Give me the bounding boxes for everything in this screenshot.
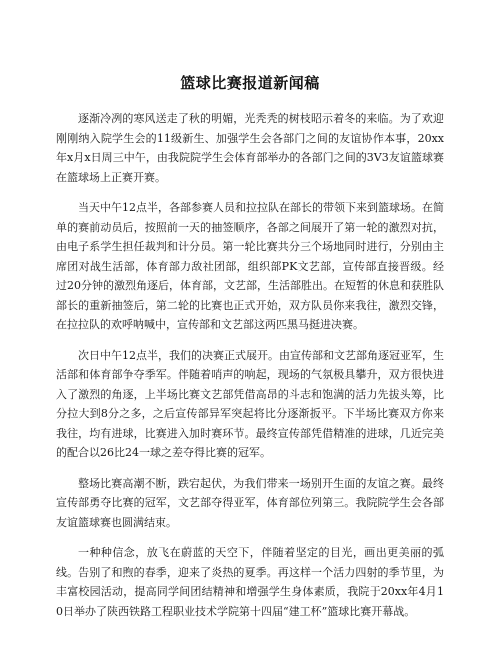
page-title: 篮球比赛报道新闻稿 (180, 74, 320, 92)
paragraph-2: 当天中午12点半，各部参赛人员和拉拉队在部长的带领下来到篮球场。在简单的赛前动员后，按照前一天的抽签顺序，各部之间展开了第一轮的激烈对抗，由电子系学生担任裁判和计分员。第一轮比赛共分三个场地同时进行，分别由主席团对战生活部，体育部力敌社团部，组织部PK文艺部，宣传部直接晋级。经过20分钟的激烈角逐后，体育部，文艺部，生活部胜出。在短暂的休息和获胜队部长的重新抽签后，第二轮的比赛也正式开始，双方队员你来我往，激烈交锋，在拉拉队的欢呼呐喊中，宣传部和文艺部这两匹黑马挺进决赛。 (56, 201, 444, 331)
paragraph-5: 一种种信念，放飞在蔚蓝的天空下，伴随着坚定的目光，画出更美丽的弧线。告别了和煦的春季，迎来了炎热的夏季。再这样一个活力四射的季节里，为丰富校园活动，提高同学间团结精神和增强学生身体素质，我院于20xx年4月10日举办了陕西铁路工程职业技术学院第十四届“建工杯”篮球比赛开幕战。 (56, 546, 444, 618)
paragraph-3: 次日中午12点半，我们的决赛正式展开。由宣传部和文艺部角逐冠亚军，生活部和体育部争夺季军。伴随着哨声的响起，现场的气氛极具攀升，双方很快进入了激烈的角逐，上半场比赛文艺部凭借高昂的斗志和饱满的活力先拔头筹，比分拉大到8分之多，之后宣传部异军突起将比分逐渐扳平。下半场比赛双方你来我往，均有进球，比赛进入加时赛环节。最终宣传部凭借精准的进球，几近完美的配合以26比24一球之差夺得比赛的冠军。 (56, 348, 444, 459)
paragraph-1: 逐渐冷冽的寒风送走了秋的明媚，光秃秃的树枝昭示着冬的来临。为了欢迎刚刚纳入院学生会的11级新生、加强学生会各部门之间的友谊协作本事，20xx年x月x日周三中午，由我院院学生会体育部举办的各部门之间的3V3友谊篮球赛在篮球场上正赛开赛。 (56, 112, 444, 184)
paragraph-4: 整场比赛高潮不断，跌宕起伏，为我们带来一场别开生面的友谊之赛。最终宣传部勇夺比赛的冠军，文艺部夺得亚军，体育部位列第三。我院院学生会各部友谊篮球赛也圆满结束。 (56, 476, 444, 529)
